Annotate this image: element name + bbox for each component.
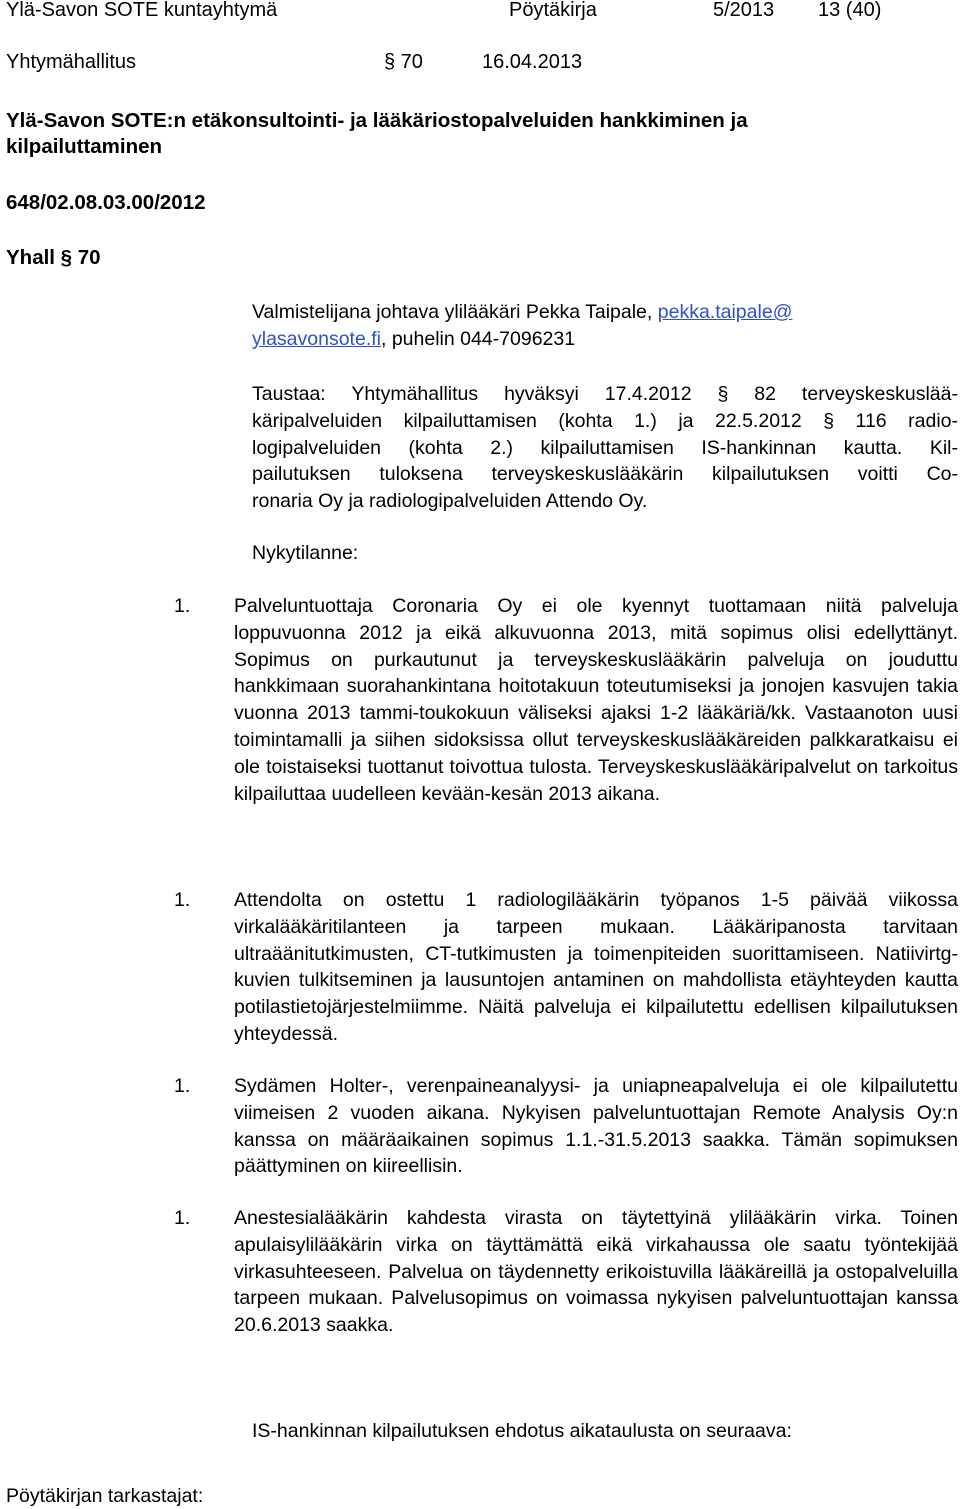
email-link[interactable]: pekka.taipale@ [657,301,793,323]
section-number: § 70 [384,51,423,73]
background-line: käripalveluiden kilpailuttamisen (kohta 1.) ja 22.5.2012 § 116 radio- [252,409,958,432]
page-title-cont: kilpailuttaminen [6,135,163,158]
board-name: Yhtymähallitus [6,51,137,73]
diary-number: 648/02.08.03.00/2012 [6,191,206,214]
page-number: 13 (40) [818,0,882,21]
list-item: Palveluntuottaja Coronaria Oy ei ole kyennyt tuottamaan niitä palveluja loppuvuonna 2012 ja eikä alkuvuonna 2013, mitä sopimus olisi edellyttänyt. Sopimus on purkautunut ja terveyskeskuslääkärin palveluja on jouduttu hankkimaan suorahankintana hoitotakuun toteutumiseksi ja jonojen kasvujen takia vuonna 2013 tammi-toukokuun väliseksi ajaksi 1-2 lääkäriä/kk. Vastaanoton uusi toimintamalli ja siihen sidoksissa ollut terveyskeskuslääkäreiden palkkaratkaisu ei ole toistaiseksi tuottanut toivottua tulosta. Terveyskeskuslääkäripalvelut on tarkoitus kilpailuttaa uudelleen kevään-kesän 2013 aikana. [234,595,958,805]
footer-inspectors: Pöytäkirjan tarkastajat: [6,1485,204,1507]
background-line: ronaria Oy ja radiologipalveluiden Attendo Oy. [252,490,648,513]
current-situation-label: Nykytilanne: [252,542,359,564]
org-name: Ylä-Savon SOTE kuntayhtymä [6,0,278,21]
background-line: pailutuksen tuloksena terveyskeskuslääkärin kilpailutuksen voitti Co- [252,463,958,486]
list-item: Sydämen Holter-, verenpaineanalyysi- ja uniapneapalveluja ei ole kilpailutettu viimeisen 2 vuoden aikana. Nykyisen palveluntuottajan Remote Analysis Oy:n kanssa on määräaikainen sopimus 1.1.-31.5.2013 saakka. Tämän sopimuksen päättyminen on kiireellisin. [234,1075,958,1178]
item-number: 1. [174,1075,191,1097]
preparer-line [252,299,958,326]
board-reference: Yhall § 70 [6,246,101,269]
schedule-intro: IS-hankinnan kilpailutuksen ehdotus aikataulusta on seuraava: [252,1420,792,1442]
doc-type: Pöytäkirja [509,0,597,21]
list-item: Attendolta on ostettu 1 radiologilääkärin työpanos 1-5 päivää viikossa virkalääkäritilanteen ja tarpeen mukaan. Lääkäripanosta tarvitaan ultraäänitutkimusten, CT-tutkimusten ja toimenpiteiden suorittamiseen. Natiivirtg-kuvien tulkitseminen ja lausuntojen antaminen on mahdollista etäyhteyden kautta potilastietojärjestelmiimme. Näitä palveluja ei kilpailutettu edellisen kilpailutuksen yhteydessä. [234,889,958,1045]
background-line: Taustaa: Yhtymähallitus hyväksyi 17.4.2012 § 82 terveyskeskuslää- [252,383,958,405]
item-number: 1. [174,595,191,617]
list-item: Anestesialääkärin kahdesta virasta on täytettyinä ylilääkärin virka. Toinen apulaisylilääkärin virka on täyttämättä eikä virkahaussa ole saatu työntekijää virkasuhteeseen. Palvelua on täydennetty erikoistuvilla lääkäreillä ja ostopalveluilla tarpeen mukaan. Palvelusopimus on voimassa nykyisen palveluntuottajan kanssa 20.6.2013 saakka. [234,1207,958,1337]
doc-number: 5/2013 [713,0,775,21]
background-paragraph [252,381,958,515]
item-number: 1. [174,1207,191,1229]
phone-text: , puhelin 044-7096231 [381,328,576,350]
background-line: logipalveluiden (kohta 2.) kilpailuttamisen IS-hankinnan kautta. Kil- [252,436,958,459]
item-number: 1. [174,889,191,911]
preparer-line-2 [252,326,958,353]
meeting-date: 16.04.2013 [482,51,583,73]
email-link-cont[interactable]: ylasavonsote.fi [252,328,381,350]
page-title: Ylä-Savon SOTE:n etäkonsultointi- ja lääkäriostopalveluiden hankkiminen ja [6,109,748,132]
preparer-text: Valmistelijana johtava ylilääkäri Pekka Taipale, [252,301,658,323]
